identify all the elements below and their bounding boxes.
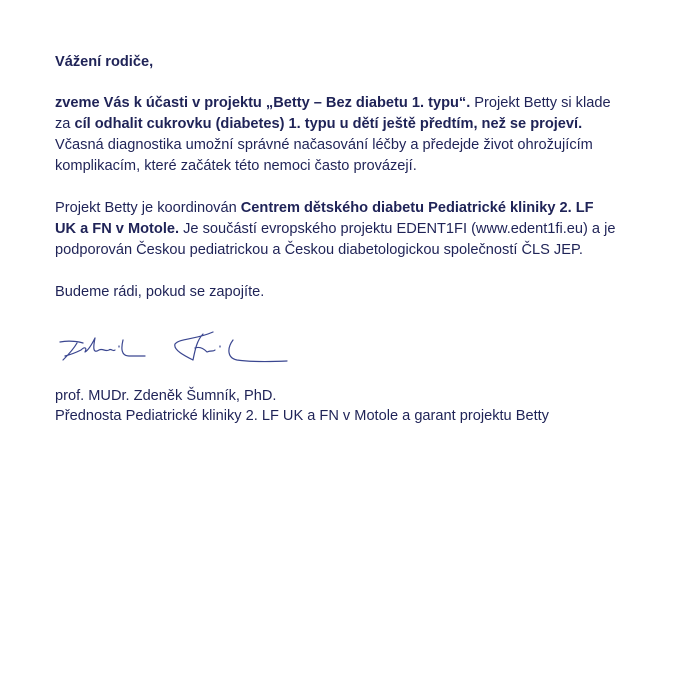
bold-text: zveme Vás k účasti v projektu „Betty – Bez diabetu 1. typu“. [55, 95, 471, 111]
greeting: Vážení rodiče, [55, 54, 154, 70]
bold-text: Centrem dětského diabetu Pediatrické kliniky 2. LF [240, 200, 594, 216]
closing-text: Budeme rádi, pokud se zapojíte. [55, 284, 265, 300]
bold-text: cíl odhalit cukrovku (diabetes) 1. typu u dětí ještě předtím, než se projeví. [74, 116, 583, 132]
bold-text: UK a FN v Motole. [55, 221, 180, 237]
signatory-name: prof. MUDr. Zdeněk Šumník, PhD. [55, 388, 277, 404]
signatory-title: Přednosta Pediatrické kliniky 2. LF UK a FN v Motole a garant projektu Betty [55, 408, 549, 424]
signature [55, 330, 295, 370]
